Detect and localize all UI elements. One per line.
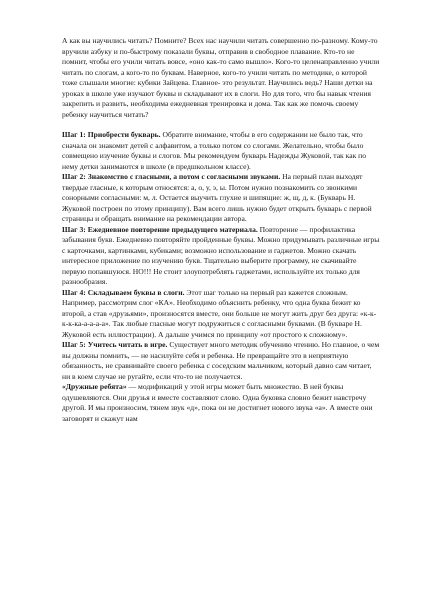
step-2 [62, 172, 380, 225]
step-1-title: Шаг 1: Приобрести букварь. [62, 130, 161, 139]
intro-paragraph: А как вы научились читать? Помните? Всех нас научили читать совершенно по-разному. Кому-то вручили азбуку и по-быстрому показали буквы, отправив в свободное плавание. Кто-то не помнит, чтобы его учили читать вовсе, «оно как-то само вышло». Кого-то целенаправленно учили читать по слогам, а кого-то по буквам. Наверное, кого-то учили читать по методике, о которой тоже слышали многие: кубики Зайцева. Главное- это результат. Научились ведь? Наши детки на уроках в школе уже изучают буквы и складывают их в слоги. Но для того, что бы навык чтения закрепить и развить, необходима ежедневная тренировка и дома. Так как же помочь своему ребенку научиться читать? [62, 36, 380, 119]
step-3-title: Шаг 3: Ежедневное повторение предыдущего материала. [62, 224, 258, 234]
step-4-text: Этот шаг только на первый раз кажется сложным. Например, рассмотрим слог «КА». Необходимо объяснить ребенку, что одна буква бежит ко второй, а став «друзьями», произносятся вместе, они больше не могут жить друг без друга: «к-к-к-к-ка-а-а-а-а». Так любые гласные могут подружиться с согласными буквами. (В букваре Н. Жуковой есть иллюстрации). А дальше учимся по принципу «от простого к сложному». [62, 287, 377, 339]
step-2-title: Шаг 2: Знакомство с гласными, а потом с согласными звуками. [62, 172, 281, 181]
step-1-text: Обратите внимание, чтобы в его содержании не было так, что сначала он знакомит детей с алфавитом, а только потом со слогами. Желательно, чтобы было совмещено изучение буквы и слогов. Мы рекомендуем букварь Надежды Жуковой, так как по нему детки занимаются в школе (в предшкольном классе). [62, 130, 367, 171]
step-4 [62, 288, 380, 341]
game-friendly-kids-text: — модификаций у этой игры может быть множество. В ней буквы одушевляются. Они друзья и вместе составляют слово. Одна буковка словно бежит навстречу другой. И мы произносим, тянем звук «д», пока он не достигнет нового звука «а». А вместе они заговорят и скажут нам [62, 382, 373, 423]
paragraph-gap [62, 120, 380, 130]
step-2-text: На первый план выходят твердые гласные, к которым относятся: а, о, у, э, ы. Потом нужно познакомить со звонкими сонорными согласными: м, л. Остается выучить глухие и шипящие: ж, щ, д, к. (Букварь Н. Жуковой построен по этому принципу). Вам всего лишь нужно будет открыть букварь с первой страницы и обращать внимание на рекомендации автора. [62, 172, 372, 223]
game-friendly-kids [62, 382, 380, 424]
step-3 [62, 225, 380, 288]
step-5 [62, 340, 380, 382]
step-5-title: Шаг 5: Учитесь читать в игре. [62, 340, 168, 349]
step-4-title: Шаг 4: Складываем буквы в слоги. [62, 287, 185, 297]
step-3-text: Повторение — профилактика забывания букв. Ежедневно повторяйте пройденные буквы. Можно придумывать различные игры с карточками, картинками, кубиками; возможно использование и гаджетов. Можно скачать интересное приложение по изучению букв. Тщательно выберите программу, не скачивайте первую попавшуюся. НО!!! Не стоит злоупотреблять гаджетами, используйте их только для разнообразия. [62, 224, 380, 286]
step-1 [62, 130, 380, 172]
step-5-text: Существует много методик обучению чтению. Но главное, о чем вы должны помнить, — не насилуйте себя и ребенка. Не превращайте это в неприятную обязанность, не сравнивайте своего ребенка с соседским мальчиком, который давно сам читает, ни в коем случае не ругайте, если что-то не получается. [62, 340, 380, 381]
game-friendly-kids-title: «Дружные ребята» [62, 382, 127, 391]
